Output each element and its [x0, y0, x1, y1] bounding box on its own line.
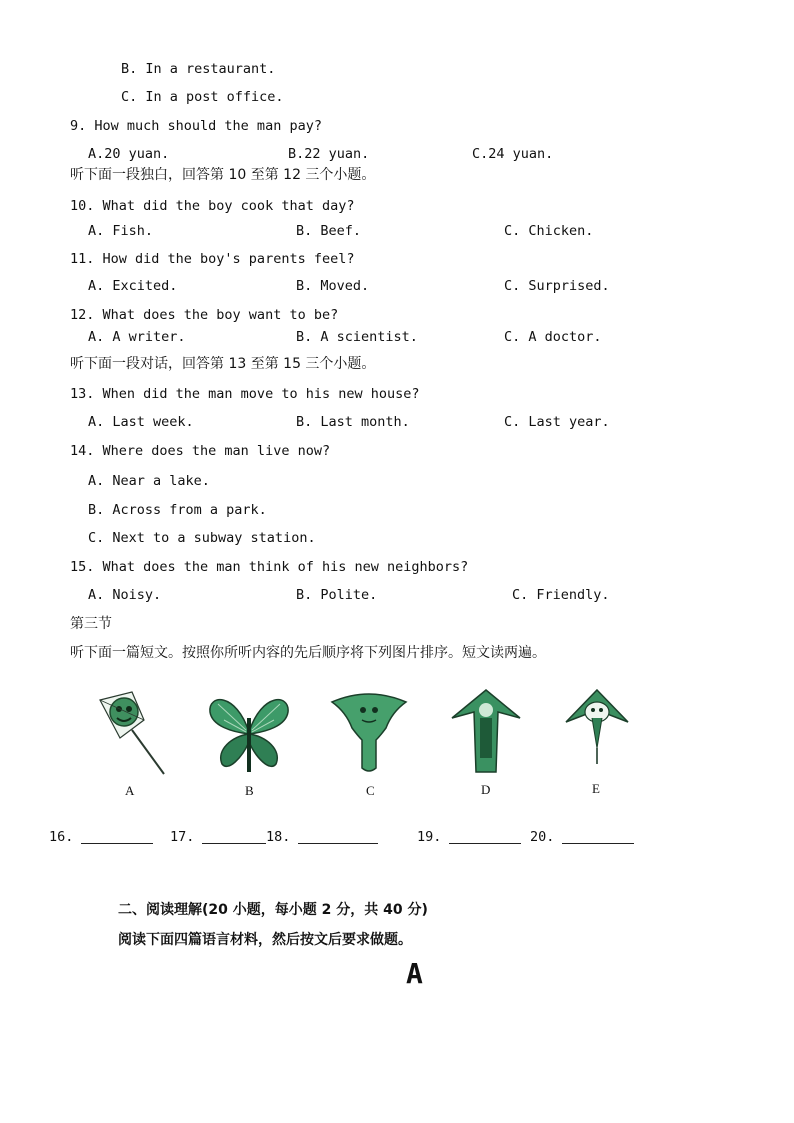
q9-option-b: B.22 yuan.: [288, 146, 370, 162]
q12-option-b: B. A scientist.: [296, 329, 418, 345]
q13-question: 13. When did the man move to his new house?: [70, 386, 420, 402]
q9-option-c: C.24 yuan.: [472, 146, 554, 162]
q12-option-a: A. A writer.: [88, 329, 186, 345]
answer-19-number: 19.: [417, 829, 442, 845]
kite-a-label: A: [125, 783, 135, 798]
q10-question: 10. What did the boy cook that day?: [70, 198, 355, 214]
q11-option-c: C. Surprised.: [504, 278, 610, 294]
kite-a-image: [92, 690, 172, 780]
answer-17-blank[interactable]: [202, 829, 266, 844]
passage-letter: A: [406, 957, 423, 990]
q11-question: 11. How did the boy's parents feel?: [70, 251, 355, 267]
q14-option-a: A. Near a lake.: [88, 473, 210, 489]
q10-option-b: B. Beef.: [296, 223, 362, 239]
q8-option-b: B. In a restaurant.: [121, 61, 276, 77]
q13-option-c: C. Last year.: [504, 414, 610, 430]
kite-b-label: B: [245, 783, 254, 798]
q15-option-a: A. Noisy.: [88, 587, 162, 603]
q10-option-a: A. Fish.: [88, 223, 154, 239]
answer-18-number: 18.: [266, 829, 291, 845]
q13-option-b: B. Last month.: [296, 414, 410, 430]
kite-d-image: [450, 688, 522, 774]
q9-option-a: A.20 yuan.: [88, 146, 170, 162]
answer-18-blank[interactable]: [298, 829, 378, 844]
q15-option-b: B. Polite.: [296, 587, 378, 603]
answer-20-blank[interactable]: [562, 829, 634, 844]
answer-20-number: 20.: [530, 829, 555, 845]
answer-16-blank[interactable]: [81, 829, 153, 844]
q15-option-c: C. Friendly.: [512, 587, 610, 603]
answer-17-number: 17.: [170, 829, 195, 845]
q8-option-c: C. In a post office.: [121, 89, 284, 105]
kite-e-label: E: [592, 781, 600, 796]
answer-16-number: 16.: [49, 829, 74, 845]
kite-d-label: D: [481, 782, 491, 797]
q13-option-a: A. Last week.: [88, 414, 194, 430]
kite-e-image: [564, 688, 630, 766]
reading-instruction: 阅读下面四篇语言材料，然后按文后要求做题。: [118, 932, 412, 948]
q12-question: 12. What does the boy want to be?: [70, 307, 339, 323]
section-dialog-instruction: 听下面一段对话，回答第 13 至第 15 三个小题。: [70, 356, 376, 372]
q11-option-a: A. Excited.: [88, 278, 178, 294]
q12-option-c: C. A doctor.: [504, 329, 602, 345]
part3-title: 第三节: [70, 616, 112, 632]
q14-question: 14. Where does the man live now?: [70, 443, 331, 459]
q14-option-c: C. Next to a subway station.: [88, 530, 316, 546]
part3-instruction: 听下面一篇短文。按照你所听内容的先后顺序将下列图片排序。短文读两遍。: [70, 645, 546, 661]
q9-question: 9. How much should the man pay?: [70, 118, 322, 134]
answer-19-blank[interactable]: [449, 829, 521, 844]
kite-c-label: C: [366, 783, 375, 798]
q11-option-b: B. Moved.: [296, 278, 370, 294]
q15-question: 15. What does the man think of his new neighbors?: [70, 559, 469, 575]
reading-heading: 二、阅读理解(20 小题，每小题 2 分，共 40 分): [118, 902, 428, 918]
kite-b-image: [206, 692, 292, 774]
q10-option-c: C. Chicken.: [504, 223, 594, 239]
kite-c-image: [330, 690, 408, 774]
section-monologue-instruction: 听下面一段独白，回答第 10 至第 12 三个小题。: [70, 167, 376, 183]
q14-option-b: B. Across from a park.: [88, 502, 267, 518]
